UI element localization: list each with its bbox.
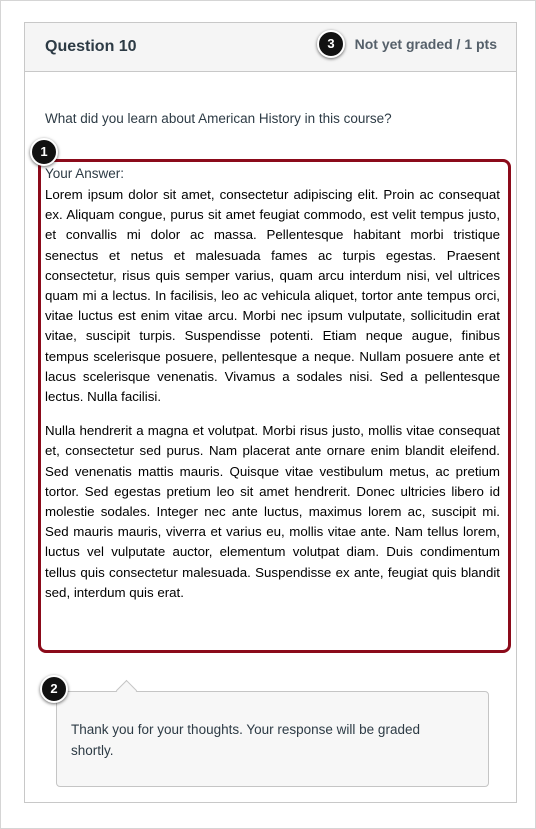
callout-badge-1: 1	[30, 138, 58, 166]
question-header	[25, 23, 516, 72]
question-title: Question 10	[45, 38, 137, 55]
answer-paragraph: Nulla hendrerit a magna et volutpat. Morbi risus justo, mollis vitae consequat et, consectetur sed purus. Nam placerat ante ornare enim blandit eleifend. Sed venenatis mattis mauris. Quisque vitae vestibulum metus, ac pretium tortor. Sed egestas pretium leo sit amet hendrerit. Donec ultricies libero id molestie sodales. Integer nec ante luctus, maximus lorem ac, suscipit mi. Sed mauris mauris, viverra et varius eu, mollis vitae ante. Nam tellus lorem, luctus vel vulputate auctor, elementum volutpat diam. Duis condimentum tellus quis consectetur malesuada. Suspendisse ex ante, feugiat quis blandit sed, interdum quis erat.	[45, 423, 500, 600]
comment-text: Thank you for your thoughts. Your response will be graded shortly.	[71, 722, 420, 758]
answer-label: Your Answer:	[45, 166, 125, 181]
callout-badge-2: 2	[40, 675, 68, 703]
points-status: Not yet graded / 1 pts	[354, 36, 497, 52]
callout-badge-3: 3	[317, 30, 345, 58]
question-prompt: What did you learn about American History in this course?	[45, 111, 392, 126]
question-card	[24, 22, 517, 803]
answer-text	[45, 185, 500, 617]
comment-caret-icon	[116, 680, 137, 701]
answer-paragraph: Lorem ipsum dolor sit amet, consectetur adipiscing elit. Proin ac consequat ex. Aliquam congue, purus sit amet feugiat commodo, est velit tempus justo, et convallis mi dolor ac massa. Pellentesque habitant morbi tristique senectus et netus et malesuada fames ac turpis egestas. Praesent consectetur, risus quis semper varius, quam arcu interdum nisi, vel ultrices quam mi a lectus. In facilisis, leo ac vehicula aliquet, tortor ante tempus orci, vitae luctus est enim vitae arcu. Morbi nec ipsum vulputate, sollicitudin erat vitae, suscipit turpis. Suspendisse potenti. Etiam neque augue, finibus tempus scelerisque posuere, pellentesque a neque. Nullam posuere ante et lacus scelerisque venenatis. Vivamus a sodales nisi. Sed a pellentesque lectus. Nulla facilisi.	[45, 187, 500, 405]
feedback-comment	[56, 691, 489, 787]
